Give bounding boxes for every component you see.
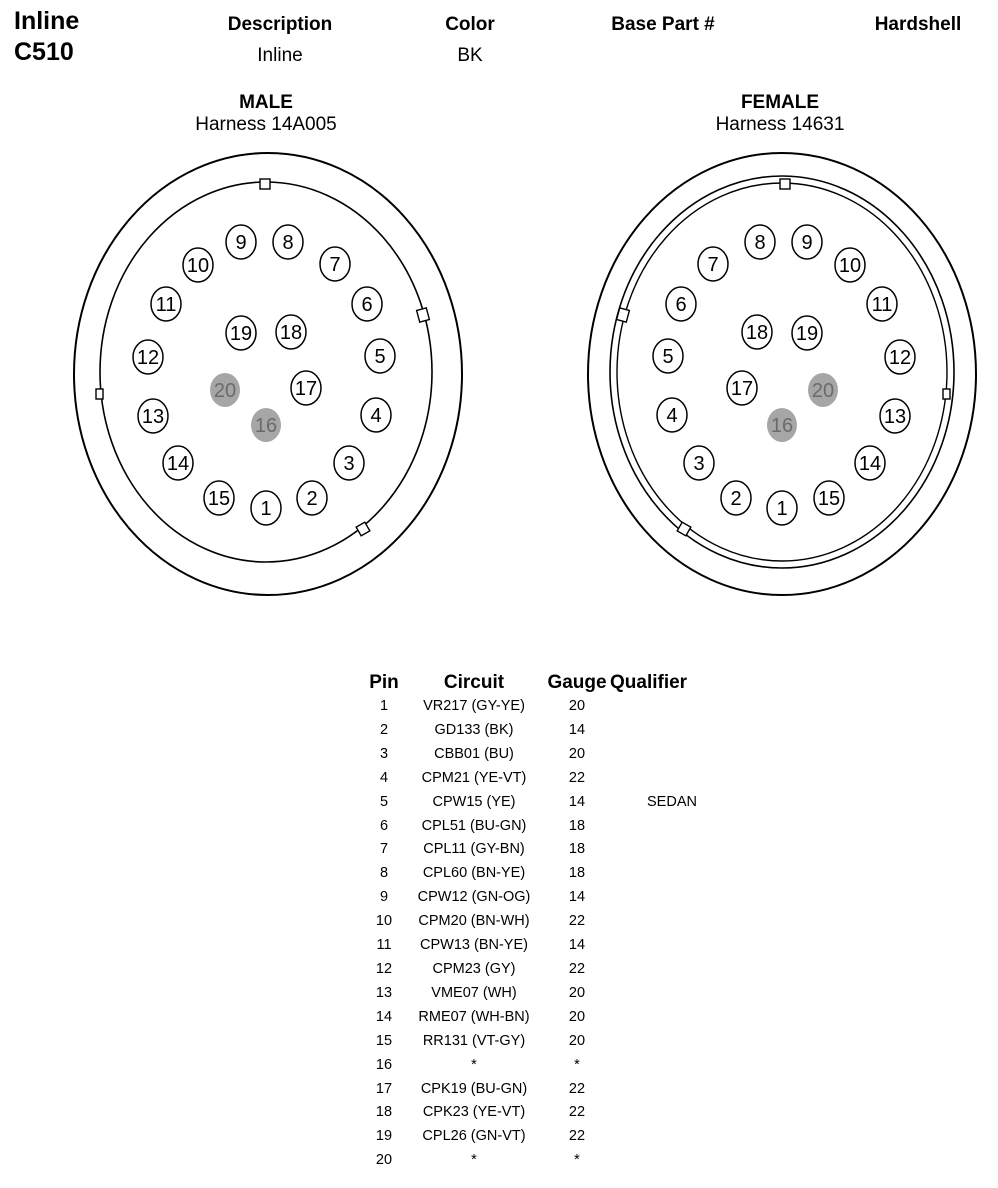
female-pin-number: 8 (754, 232, 766, 254)
female-key-right (943, 389, 950, 399)
male-pin-15 (204, 481, 234, 515)
circuit-cell: RR131 (VT-GY) (422, 1032, 526, 1049)
male-pin-14 (163, 446, 193, 480)
qualifier-cell (610, 1006, 722, 1030)
pin-cell: 18 (375, 1104, 393, 1121)
circuit-cell: CPW12 (GN-OG) (417, 889, 531, 906)
table-row (364, 910, 722, 934)
male-pin-10 (183, 248, 213, 282)
qualifier-cell (610, 1149, 722, 1173)
pin-cell: 1 (379, 698, 389, 714)
qualifier-cell (610, 743, 722, 767)
male-pin-13 (138, 399, 168, 433)
table-row (364, 886, 722, 910)
gauge-cell: 14 (568, 937, 586, 954)
male-key-top (260, 179, 270, 189)
female-pin-number: 14 (858, 453, 882, 475)
pin-cell: 14 (375, 1008, 393, 1025)
female-pin-8 (745, 225, 775, 259)
pin-cell: 16 (375, 1056, 393, 1073)
male-pin-12 (133, 340, 163, 374)
table-row (364, 1078, 722, 1102)
gauge-cell: 22 (568, 960, 586, 977)
qualifier-cell (610, 934, 722, 958)
gauge-cell: 18 (568, 841, 586, 858)
female-pin-5 (653, 339, 683, 373)
female-pin-7 (698, 247, 728, 281)
male-connector (74, 153, 462, 595)
qualifier-cell (610, 695, 722, 719)
gauge-cell: 18 (568, 817, 586, 834)
qualifier-cell (610, 862, 722, 886)
gauge-header: Gauge (547, 672, 607, 693)
table-row (364, 838, 722, 862)
table-row (364, 1030, 722, 1054)
qualifier-cell (610, 719, 722, 743)
male-pin-number: 19 (229, 323, 253, 345)
female-key-bottom (677, 522, 691, 536)
male-key-right (417, 308, 430, 322)
gauge-cell: 14 (568, 793, 586, 810)
circuit-cell: GD133 (BK) (434, 721, 514, 738)
male-pin-number: 13 (141, 406, 165, 428)
female-pin-number: 10 (838, 255, 862, 277)
female-pin-20 (808, 373, 838, 407)
circuit-cell: VME07 (WH) (431, 984, 517, 1001)
table-row (364, 767, 722, 791)
female-pin-1 (767, 491, 797, 525)
table-row (364, 815, 722, 839)
pin-cell: 20 (375, 1152, 393, 1169)
female-pin-number: 1 (776, 498, 788, 520)
pin-table-body (364, 695, 722, 1173)
circuit-cell: CPL26 (GN-VT) (422, 1128, 526, 1145)
female-pin-number: 16 (770, 415, 794, 437)
table-row (364, 958, 722, 982)
connector-id: C510 (14, 38, 74, 66)
qualifier-cell (610, 838, 722, 862)
female-pin-19 (792, 316, 822, 350)
male-pin-3 (334, 446, 364, 480)
hardshell-label: Hardshell (874, 14, 962, 35)
male-pin-number: 14 (166, 453, 190, 475)
gauge-cell: 22 (568, 1128, 586, 1145)
pin-table-header (364, 671, 722, 695)
female-pin-number: 5 (662, 346, 674, 368)
male-pin-number: 18 (279, 322, 303, 344)
pin-cell: 9 (379, 889, 389, 906)
gauge-cell: 20 (568, 745, 586, 762)
gauge-cell: 22 (568, 1080, 586, 1097)
gauge-cell: 14 (568, 889, 586, 906)
table-row (364, 791, 722, 815)
female-outer-shell (588, 153, 976, 595)
male-pin-number: 10 (186, 255, 210, 277)
male-pin-number: 3 (343, 453, 355, 475)
circuit-cell: * (471, 1056, 477, 1073)
description-label: Description (227, 14, 333, 35)
male-pin-number: 16 (254, 415, 278, 437)
pin-cell: 10 (375, 913, 393, 930)
gauge-cell: 14 (568, 721, 586, 738)
female-pin-18 (742, 315, 772, 349)
male-label: MALE (239, 92, 293, 113)
table-row (364, 695, 722, 719)
female-pin-number: 9 (801, 232, 813, 254)
male-key-bottom (356, 522, 370, 536)
pin-cell: 19 (375, 1128, 393, 1145)
female-pin-13 (880, 399, 910, 433)
female-pin-16 (767, 408, 797, 442)
table-row (364, 982, 722, 1006)
female-connector (588, 153, 976, 595)
qualifier-cell (610, 1030, 722, 1054)
female-pin-3 (684, 446, 714, 480)
gauge-cell: 20 (568, 698, 586, 714)
gauge-cell: 20 (568, 1032, 586, 1049)
table-row (364, 934, 722, 958)
qualifier-cell (610, 910, 722, 934)
circuit-cell: CPL11 (GY-BN) (423, 841, 525, 858)
pin-cell: 4 (379, 769, 389, 786)
female-pin-number: 18 (745, 322, 769, 344)
circuit-cell: CPL60 (BN-YE) (422, 865, 526, 882)
gauge-cell: * (574, 1056, 580, 1073)
female-pin-6 (666, 287, 696, 321)
female-pin-12 (885, 340, 915, 374)
male-pin-16 (251, 408, 281, 442)
female-pin-number: 13 (883, 406, 907, 428)
male-pin-number: 9 (235, 232, 247, 254)
pin-cell: 2 (379, 721, 389, 738)
pin-cell: 11 (376, 937, 392, 954)
male-pin-number: 20 (213, 380, 237, 402)
circuit-cell: CPM20 (BN-WH) (418, 913, 530, 930)
circuit-cell: CPK19 (BU-GN) (420, 1080, 528, 1097)
male-pin-19 (226, 316, 256, 350)
male-pin-2 (297, 481, 327, 515)
pin-cell: 15 (375, 1032, 393, 1049)
female-pin-2 (721, 481, 751, 515)
female-pin-number: 12 (888, 347, 912, 369)
description-value: Inline (257, 45, 303, 66)
gauge-cell: 22 (568, 913, 586, 930)
pin-cell: 6 (379, 817, 389, 834)
circuit-header: Circuit (443, 672, 505, 693)
gauge-cell: 20 (568, 984, 586, 1001)
circuit-cell: CPK23 (YE-VT) (422, 1104, 526, 1121)
circuit-cell: CPW15 (YE) (432, 793, 516, 810)
female-label: FEMALE (740, 92, 820, 113)
table-row (364, 1054, 722, 1078)
female-pin-17 (727, 371, 757, 405)
female-key-left (617, 308, 630, 322)
circuit-cell: RME07 (WH-BN) (418, 1008, 530, 1025)
pin-cell: 7 (379, 841, 389, 858)
female-pin-14 (855, 446, 885, 480)
circuit-cell: CPW13 (BN-YE) (420, 937, 528, 954)
male-pin-number: 5 (374, 346, 386, 368)
male-pin-number: 1 (260, 498, 272, 520)
male-pin-4 (361, 398, 391, 432)
qualifier-cell (610, 767, 722, 791)
male-pin-number: 7 (329, 254, 341, 276)
pin-cell: 12 (375, 960, 393, 977)
pin-cell: 5 (379, 793, 389, 810)
qualifier-cell (610, 1125, 722, 1149)
male-pin-number: 15 (207, 488, 231, 510)
circuit-cell: CPM23 (GY) (432, 960, 516, 977)
male-pin-number: 4 (370, 405, 382, 427)
female-pin-10 (835, 248, 865, 282)
female-pin-number: 6 (675, 294, 687, 316)
female-pin-number: 7 (707, 254, 719, 276)
circuit-cell: CBB01 (BU) (434, 745, 514, 762)
female-pin-number: 3 (693, 453, 705, 475)
pin-cell: 3 (379, 745, 389, 762)
female-pin-4 (657, 398, 687, 432)
color-value: BK (457, 45, 483, 66)
male-pin-18 (276, 315, 306, 349)
female-pin-9 (792, 225, 822, 259)
circuit-cell: CPM21 (YE-VT) (421, 769, 527, 786)
male-pin-number: 6 (361, 294, 373, 316)
qualifier-cell (610, 958, 722, 982)
table-row (364, 862, 722, 886)
female-pin-number: 2 (730, 488, 742, 510)
connector-type: Inline (14, 7, 80, 35)
gauge-cell: 22 (568, 1104, 586, 1121)
gauge-cell: * (574, 1152, 580, 1169)
male-pin-6 (352, 287, 382, 321)
qualifier-cell (610, 815, 722, 839)
qualifier-cell (610, 886, 722, 910)
male-pin-9 (226, 225, 256, 259)
male-pin-11 (151, 287, 181, 321)
gauge-cell: 18 (568, 865, 586, 882)
male-pin-number: 11 (155, 294, 177, 316)
gauge-cell: 22 (568, 769, 586, 786)
qualifier-cell (610, 1078, 722, 1102)
qualifier-header: Qualifier (610, 672, 688, 693)
male-pin-number: 2 (306, 488, 318, 510)
female-pin-number: 11 (871, 294, 893, 316)
table-row (364, 1006, 722, 1030)
pin-cell: 8 (379, 865, 389, 882)
gauge-cell: 20 (568, 1008, 586, 1025)
male-key-left (96, 389, 103, 399)
female-harness-label: Harness 14631 (715, 114, 845, 135)
qualifier-cell (610, 1054, 722, 1078)
color-label: Color (445, 14, 495, 35)
male-outer-shell (74, 153, 462, 595)
male-pin-5 (365, 339, 395, 373)
male-pin-7 (320, 247, 350, 281)
table-row (364, 1101, 722, 1125)
circuit-cell: * (471, 1152, 477, 1169)
male-pin-number: 17 (294, 378, 318, 400)
pin-header: Pin (369, 672, 399, 693)
male-pin-17 (291, 371, 321, 405)
qualifier-cell: SEDAN (647, 793, 697, 810)
female-pin-number: 17 (730, 378, 754, 400)
female-pin-11 (867, 287, 897, 321)
base-part-label: Base Part # (611, 14, 715, 35)
female-pin-number: 20 (811, 380, 835, 402)
male-pin-number: 8 (282, 232, 294, 254)
circuit-cell: CPL51 (BU-GN) (421, 817, 527, 834)
table-row (364, 1149, 722, 1173)
male-pin-1 (251, 491, 281, 525)
male-pin-20 (210, 373, 240, 407)
table-row (364, 719, 722, 743)
female-pin-number: 19 (795, 323, 819, 345)
female-key-top (780, 179, 790, 189)
table-row (364, 1125, 722, 1149)
pin-cell: 17 (375, 1080, 393, 1097)
male-pin-number: 12 (136, 347, 160, 369)
male-harness-label: Harness 14A005 (195, 114, 337, 135)
female-pin-number: 4 (666, 405, 678, 427)
female-pin-number: 15 (817, 488, 841, 510)
male-pin-8 (273, 225, 303, 259)
qualifier-cell (610, 982, 722, 1006)
table-row (364, 743, 722, 767)
female-pin-15 (814, 481, 844, 515)
pin-table (364, 671, 722, 1173)
pin-cell: 13 (375, 984, 393, 1001)
qualifier-cell (610, 1101, 722, 1125)
circuit-cell: VR217 (GY-YE) (423, 698, 525, 714)
